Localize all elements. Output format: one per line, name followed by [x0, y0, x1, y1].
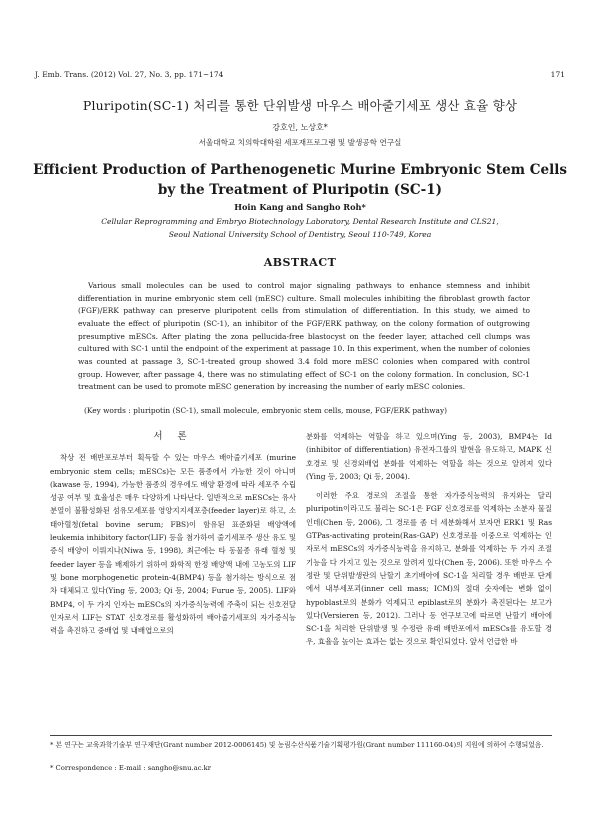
left-column [50, 430, 296, 637]
right-column [306, 430, 552, 649]
correspondence-footnote: * Correspondence : E-mail : sangho@snu.ac.kr [50, 764, 212, 772]
english-title [0, 160, 600, 200]
english-authors: Hoin Kang and Sangho Roh* [234, 202, 366, 212]
korean-authors: 강호인, 노상호* [272, 123, 328, 132]
english-affiliation-line1: Cellular Reprogramming and Embryo Biotechnology Laboratory, Dental Research Institute and CLS21, [101, 217, 499, 226]
right-paragraph-2: 이러한 주요 경로의 조절을 통한 자가증식능력의 유지와는 달리 pluripotin이라고도 불리는 SC-1은 FGF 신호경로를 억제하는 소분자 물질인데(Chen 등, 2006), 그 경로를 좀 더 세분화해서 보자면 ERK1 및 Ras GTPas-activating protein(Ras-GAP) 신호경로를 이중으로 억제하는 인자로서 mESCs의 자가증식능력을 유지하고, 분화를 억제하는 두 가지 조절기능을 다 가지고 있는 것으로 알려져 있다(Chen 등, 2006). 또한 마우스 수정란 및 단위발생란의 난할기 초기배아에 SC-1을 처리할 경우 배반포 단계에서 내부세포괴(inner cell mass; ICM)의 절대 숫자에는 변화 없이 hypoblast로의 분화가 억제되고 epiblast로의 분화가 촉진된다는 보고가 있다(Versieren 등, 2012). 그러나 동 연구보고에 따르면 난할기 배아에 SC-1을 처리한 단위발생 및 수정란 유래 배반포에서 mESCs를 유도할 경우, 효율을 높이는 효과는 없는 것으로 확인되었다. 앞서 언급한 바 [306, 491, 553, 647]
section-heading-introduction: 서 론 [153, 431, 193, 442]
korean-title: Pluripotin(SC-1) 처리를 통한 단위발생 마우스 배아줄기세포 생산 효율 향상 [82, 98, 518, 113]
left-paragraph: 착상 전 배반포로부터 획득할 수 있는 마우스 배아줄기세포 (murine embryonic stem cells; mESCs)는 모든 품종에서 가능한 것이 아니며(kawase 등, 1994), 가능한 품종의 경우에도 배양 환경에 따라 세포주 수립 성공 여부 및 효율성은 매우 다양하게 나타난다. 일반적으로 mESCs는 유사 분열이 불활성화된 섬유모세포를 영양지지세포층(feeder layer)로 하고, 소태아혈청(fetal bovine serum; FBS)이 함유된 표준화된 배양액에 leukemia inhibitory factor(LIF) 등을 첨가하여 줄기세포주 생산 유도 및 증식 배양이 이뤄지나(Niwa 등, 1998), 최근에는 타 동물종 유래 혈청 및 feeder layer 등을 배제하기 위하여 화학적 한정 배양액 내에 고농도의 LIF 및 bone morphogenetic protein-4(BMP4) 등을 첨가하는 방식으로 점차 대체되고 있다(Ying 등, 2003; Qi 등, 2004; Furue 등, 2005). LIF와 BMP4, 이 두 가지 인자는 mESCs의 자가증식능력에 주축이 되는 신호전달인자로서 LIF는 STAT 신호경로를 활성화하여 배아줄기세포의 자가증식능력을 촉진하고 중배엽 및 내배엽으로의 [50, 453, 296, 636]
right-paragraph-1: 분화를 억제하는 역할을 하고 있으며(Ying 등, 2003), BMP4는 Id (inhibitor of differentiation) 유전자그룹의 발현을 유도하고, MAPK 신호경로 및 신경외배엽 분화를 억제하는 역할을 하는 것으로 알려져 있다(Ying 등, 2003; Qi 등, 2004). [306, 432, 552, 481]
page-number: 171 [550, 70, 565, 79]
english-affiliation-line2: Seoul National University School of Dentistry, Seoul 110-749, Korea [168, 230, 432, 239]
english-title-line2: by the Treatment of Pluripotin (SC-1) [157, 182, 443, 198]
abstract-text: Various small molecules can be used to control major signaling pathways to enhance stemness and inhibit differentiation in murine embryonic stem cell (mESC) culture. Small molecules inhibiting the fibroblast growth factor (FGF)/ERK pathway can preserve pluripotent cells from stimulation of differentiation. In this study, we aimed to evaluate the effect of pluripotin (SC-1), an inhibitor of the FGF/ERK pathway, on the colony formation of outgrowing presumptive mESCs. After plating the zona pellucida-free blastocyst on the feeder layer, attached cell clumps was cultured with SC-1 until the endpoint of the experiment at passage 10. In this experiment, when the number of colonies was counted at passage 3, SC-1-treated group showed 3.4 fold more mESC colonies when compared with control group. However, after passage 4, there was no stimulating effect of SC-1 on the colony formation. In conclusion, SC-1 treatment can be used to promote mESC generation by increasing the number of early mESC colonies. [78, 281, 530, 392]
english-affiliation [0, 215, 600, 241]
footnote-divider [50, 735, 552, 736]
english-title-line1: Efficient Production of Parthenogenetic Murine Embryonic Stem Cells [33, 162, 567, 178]
journal-citation: J. Emb. Trans. (2012) Vol. 27, No. 3, pp. 171~174 [35, 70, 224, 79]
funding-footnote: * 본 연구는 교육과학기술부 연구재단(Grant number 2012-0006145) 및 농림수산식품기술기획평가원(Grant number 111160-04)의 지원에 의하여 수행되었음. [50, 741, 544, 749]
keywords: (Key words : pluripotin (SC-1), small molecule, embryonic stem cells, mouse, FGF/ERK pathway) [84, 406, 448, 415]
korean-affiliation: 서울대학교 치의학대학원 세포재프로그램 및 발생공학 연구실 [198, 138, 402, 147]
abstract-heading: ABSTRACT [263, 256, 337, 269]
